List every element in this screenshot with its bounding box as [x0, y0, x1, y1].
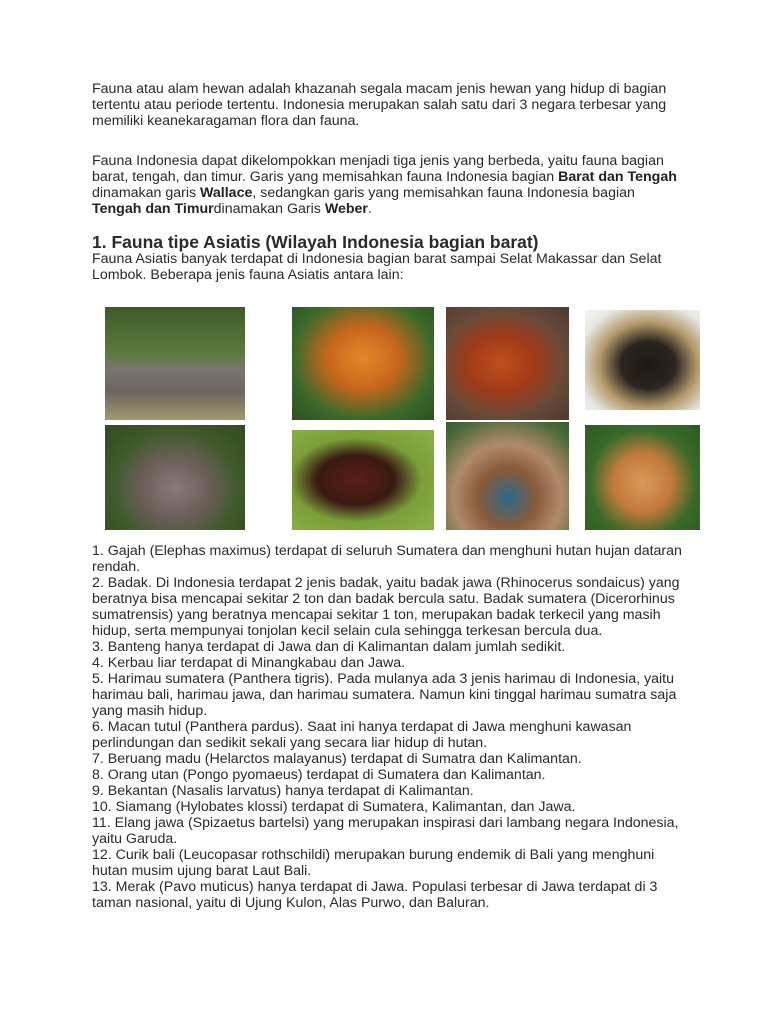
orangutan-photo — [446, 307, 569, 420]
text: Fauna Indonesia dapat dikelompokkan menjadi tiga jenis yang berbeda, yaitu fauna bagian barat, tengah, dan timur. Garis yang memisahkan fauna Indonesia bagian — [92, 153, 664, 185]
wallace-weber-paragraph — [92, 153, 682, 217]
section-heading: 1. Fauna tipe Asiatis (Wilayah Indonesia bagian barat) — [92, 232, 539, 252]
tiger-photo — [292, 307, 434, 420]
proboscis-monkey-photo — [585, 425, 700, 530]
list-item: 13. Merak (Pavo muticus) hanya terdapat di Jawa. Populasi terbesar di Jawa terdapat di 3 taman nasional, yaitu di Ujung Kulon, Alas Purwo, dan Baluran. — [92, 879, 658, 911]
list-item: 12. Curik bali (Leucopasar rothschildi) merupakan burung endemik di Bali yang menghuni hutan musim ujung barat Laut Bali. — [92, 847, 655, 879]
list-item: 2. Badak. Di Indonesia terdapat 2 jenis badak, yaitu badak jawa (Rhinocerus sondaicus) yang beratnya bisa mencapai sekitar 2 ton dan badak bercula satu. Badak sumatera (Dicerorhinus sumatrensis) yang beratnya mencapai sekitar 1 ton, merupakan badak terkecil yang masih hidup, serta mempunyai tonjolan kecil selain cula sehingga terkesan bercula dua. — [92, 575, 680, 639]
banteng-photo — [292, 430, 434, 530]
list-item: 7. Beruang madu (Helarctos malayanus) terdapat di Sumatra dan Kalimantan. — [92, 751, 582, 767]
fauna-list — [92, 543, 684, 911]
list-item: 11. Elang jawa (Spizaetus bartelsi) yang merupakan inspirasi dari lambang negara Indonesia, yaitu Garuda. — [92, 815, 679, 847]
list-item: 3. Banteng hanya terdapat di Jawa dan di Kalimantan dalam jumlah sedikit. — [92, 639, 566, 655]
text: , sedangkan garis yang memisahkan fauna Indonesia bagian — [252, 185, 635, 201]
list-item: 4. Kerbau liar terdapat di Minangkabau dan Jawa. — [92, 655, 406, 671]
text: dinamakan garis — [92, 185, 201, 201]
bold-text: Weber — [324, 201, 368, 217]
rhinoceros-photo — [105, 425, 245, 530]
list-item: 8. Orang utan (Pongo pyomaeus) terdapat di Sumatera dan Kalimantan. — [92, 767, 546, 783]
peacock-photo — [446, 422, 569, 530]
list-item: 5. Harimau sumatera (Panthera tigris). Pada mulanya ada 3 jenis harimau di Indonesia, yaitu harimau bali, harimau jawa, dan harimau sumatera. Namun kini tinggal harimau sumatra saja yang masih hidup. — [92, 671, 677, 719]
text: . — [367, 201, 372, 217]
list-item: 6. Macan tutul (Panthera pardus). Saat ini hanya terdapat di Jawa menghuni kawasan perlindungan dan sedikit sekali yang secara liar hidup di hutan. — [92, 719, 632, 751]
text: dinamakan Garis — [213, 201, 325, 217]
intro-paragraph: Fauna atau alam hewan adalah khazanah segala macam jenis hewan yang hidup di bagian tertentu atau periode tertentu. Indonesia merupakan salah satu dari 3 negara terbesar yang memiliki keanekaragaman flora dan fauna. — [92, 81, 667, 129]
sun-bear-photo — [585, 310, 700, 410]
elephant-photo — [105, 307, 245, 420]
section-description: Fauna Asiatis banyak terdapat di Indonesia bagian barat sampai Selat Makassar dan Selat Lombok. Beberapa jenis fauna Asiatis antara lain: — [92, 251, 662, 283]
list-item: 10. Siamang (Hylobates klossi) terdapat di Sumatera, Kalimantan, dan Jawa. — [92, 799, 576, 815]
list-item: 1. Gajah (Elephas maximus) terdapat di seluruh Sumatera dan menghuni hutan hujan dataran rendah. — [92, 543, 682, 575]
bold-text: Wallace — [200, 185, 253, 201]
bold-text: Tengah dan Timur — [92, 201, 214, 217]
bold-text: Barat dan Tengah — [558, 169, 677, 185]
list-item: 9. Bekantan (Nasalis larvatus) hanya terdapat di Kalimantan. — [92, 783, 474, 799]
